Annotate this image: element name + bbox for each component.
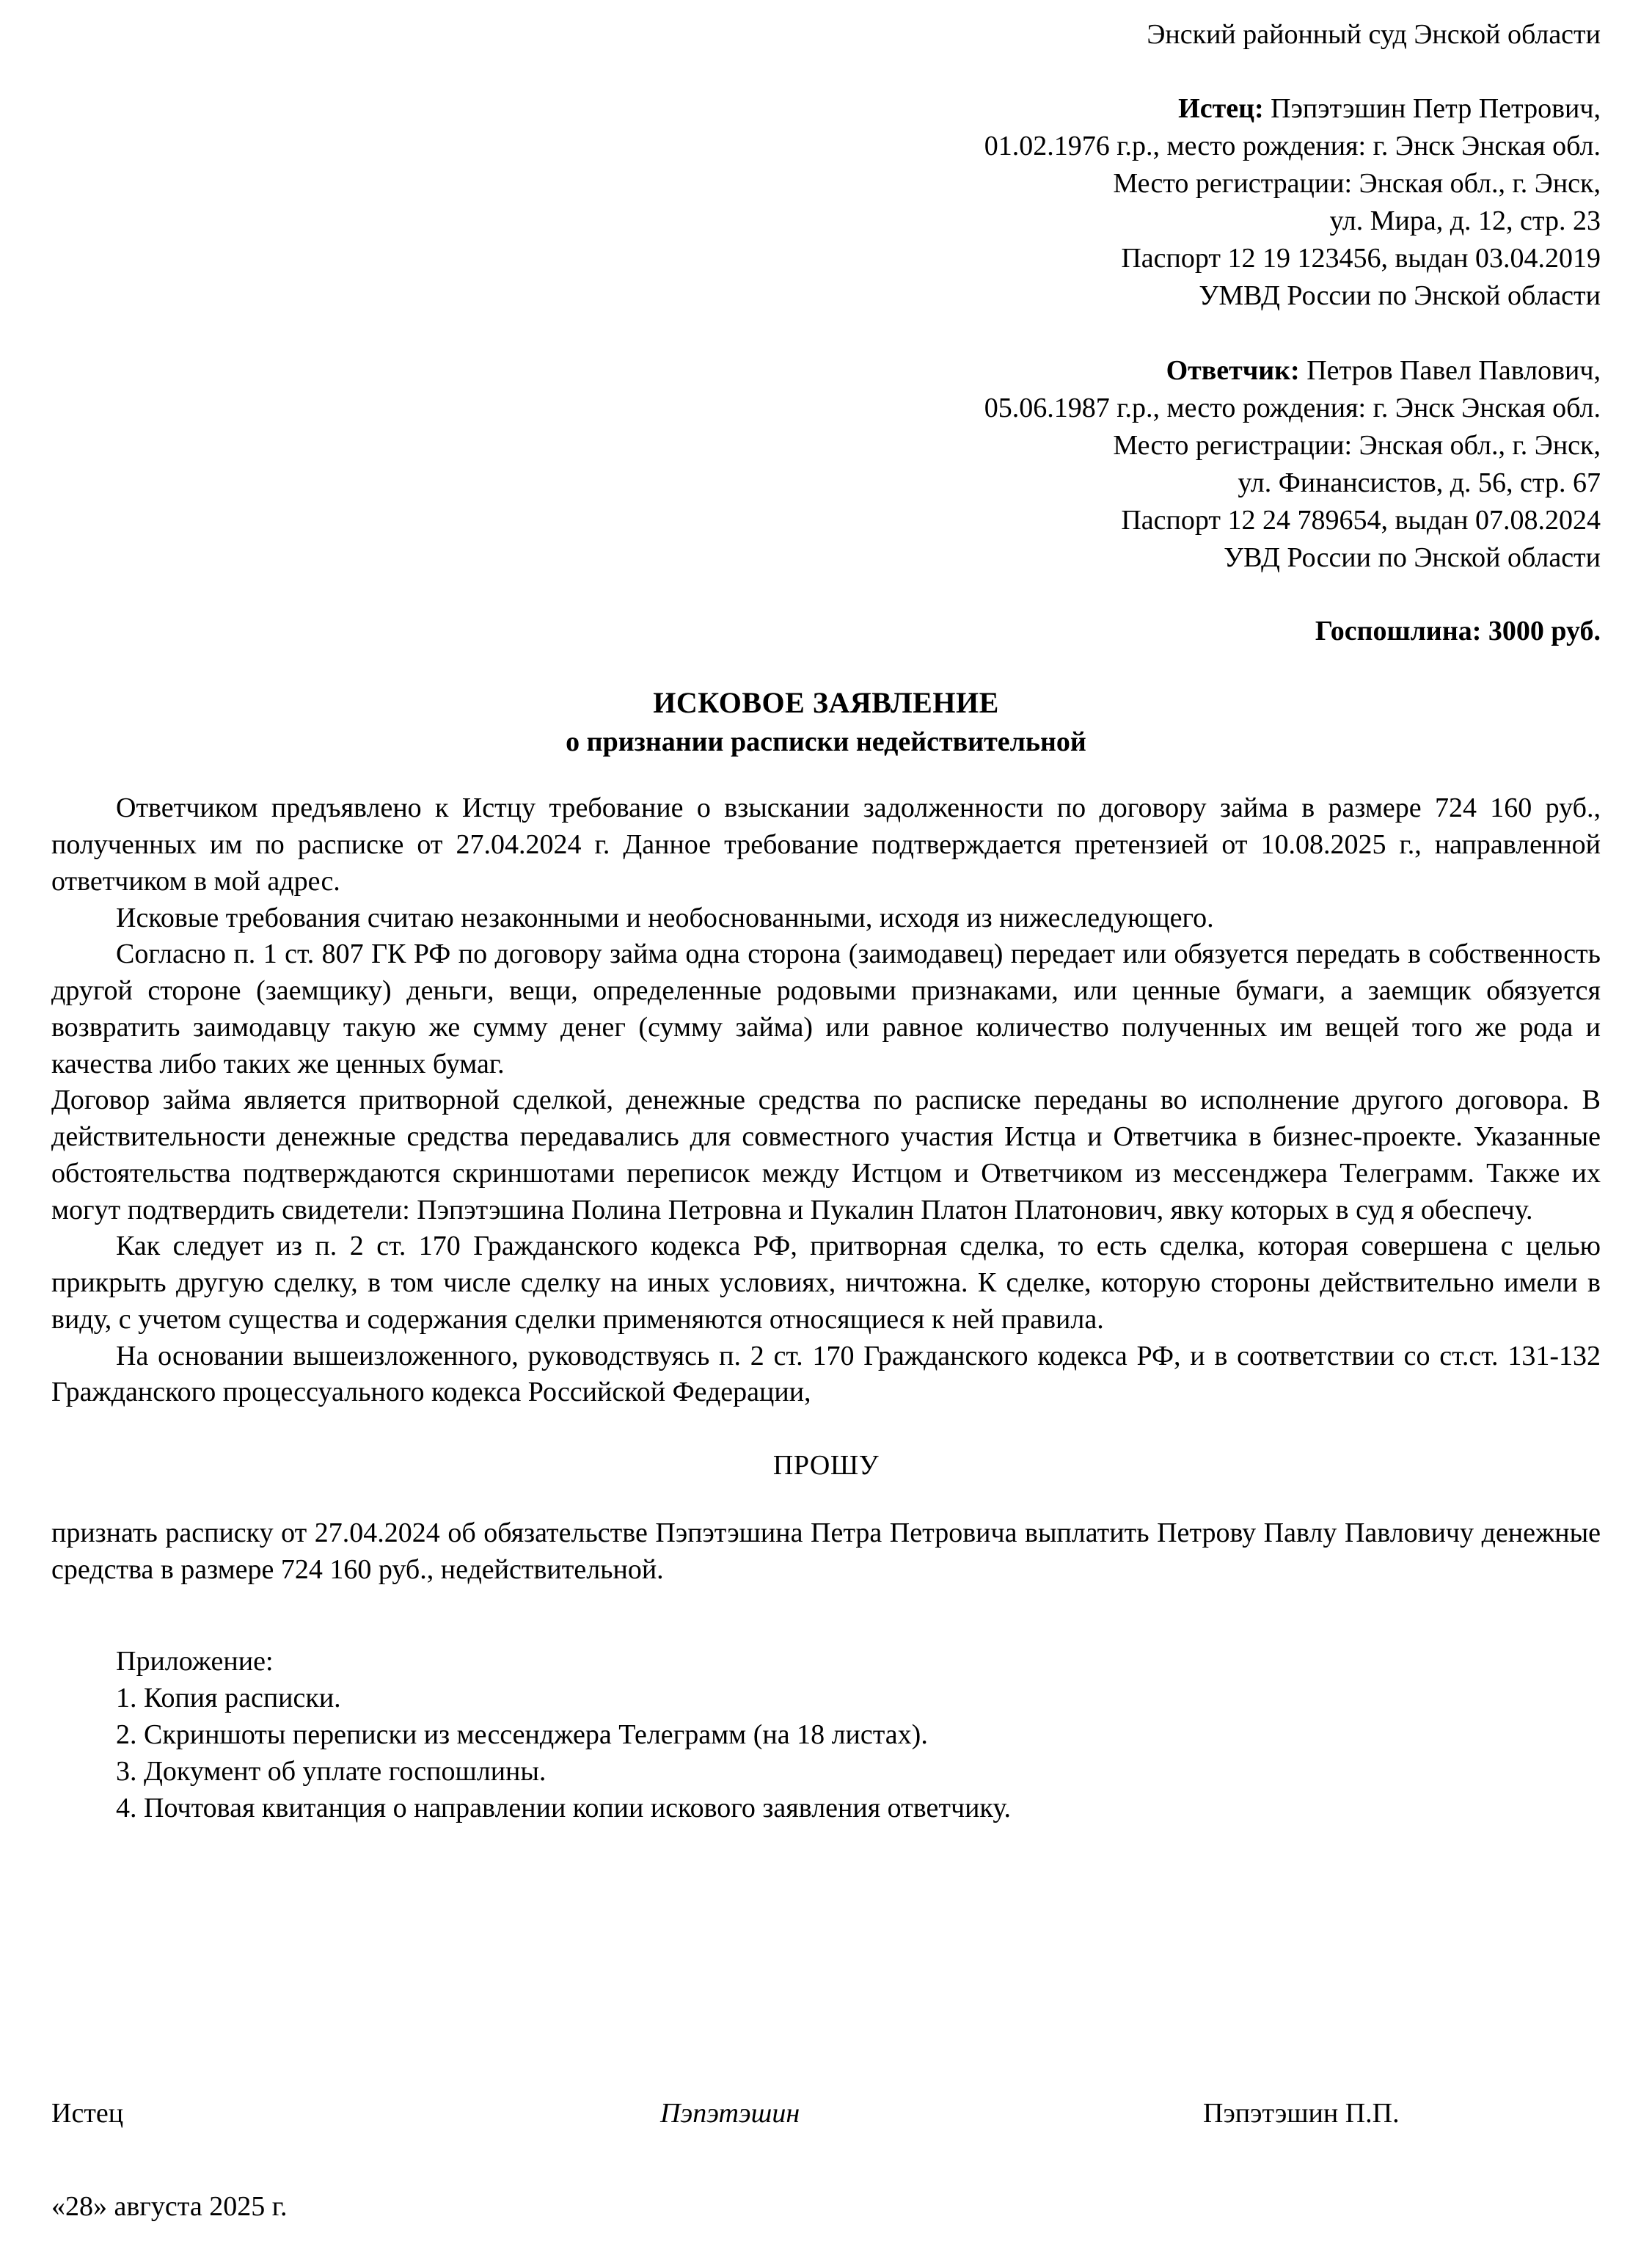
defendant-passport-line: Паспорт 12 24 789654, выдан 07.08.2024 <box>1121 505 1601 536</box>
plaintiff-block <box>51 90 1601 316</box>
defendant-registration-line: Место регистрации: Энская обл., г. Энск, <box>1113 429 1601 461</box>
plaintiff-name: Пэпэтэшин Петр Петрович, <box>1271 92 1601 124</box>
attachments-block <box>116 1643 1601 1827</box>
defendant-street-line: ул. Финансистов, д. 56, стр. 67 <box>1238 467 1601 498</box>
request-body <box>51 1515 1601 1589</box>
signature-row <box>51 2097 1601 2129</box>
signature-name: Пэпэтэшин П.П. <box>1203 2098 1400 2129</box>
signature-date: «28» августа 2025 г. <box>51 2191 288 2222</box>
list-item: 4. Почтовая квитанция о направлении копии искового заявления ответчику. <box>116 1793 1012 1824</box>
body-paragraph: Договор займа является притворной сделкой, денежные средства по расписке переданы во исполнение другого договора. В действительности денежные средства передавались для совместного участия Истца и Ответчика в бизнес-проекте. Указанные обстоятельства подтверждаются скриншотами переписок между Истцом и Ответчиком из мессенджера Телеграмм. Также их могут подтвердить свидетели: Пэпэтэшина Полина Петровна и Пукалин Платон Платонович, явку которых в суд я обеспечу. <box>51 1085 1601 1225</box>
request-heading: ПРОШУ <box>772 1450 880 1482</box>
plaintiff-registration-line: Место регистрации: Энская обл., г. Энск, <box>1113 168 1601 200</box>
plaintiff-label: Истец: <box>1178 92 1264 124</box>
plaintiff-passport-line: Паспорт 12 19 123456, выдан 03.04.2019 <box>1121 243 1601 274</box>
signature-handwriting: Пэпэтэшин <box>660 2098 800 2129</box>
state-fee-line: Госпошлина: 3000 руб. <box>1315 616 1601 647</box>
list-item: 2. Скриншоты переписки из мессенджера Телеграмм (на 18 листах). <box>116 1719 928 1751</box>
defendant-name: Петров Павел Павлович, <box>1306 354 1601 386</box>
signature-role: Истец <box>51 2098 124 2129</box>
plaintiff-birth-line: 01.02.1976 г.р., место рождения: г. Энск Энская обл. <box>984 131 1601 162</box>
body-text <box>51 790 1601 1411</box>
page-subtitle: о признании расписки недействительной <box>566 726 1086 758</box>
attachments-heading: Приложение: <box>116 1645 274 1677</box>
request-text: признать расписку от 27.04.2024 об обязательстве Пэпэтэшина Петра Петровича выплатить Петрову Павлу Павловичу денежные средства в размере 724 160 руб., недействительной. <box>51 1517 1601 1585</box>
plaintiff-street-line: ул. Мира, д. 12, стр. 23 <box>1329 205 1601 237</box>
list-item: 1. Копия расписки. <box>116 1682 341 1713</box>
defendant-authority-line: УВД России по Энской области <box>1224 542 1601 574</box>
defendant-name-line <box>51 352 1601 390</box>
list-item: 3. Документ об уплате госпошлины. <box>116 1756 547 1788</box>
body-paragraph: Ответчиком предъявлено к Истцу требование о взыскании задолженности по договору займа в размере 724 160 руб., полученных им по расписке от 27.04.2024 г. Данное требование подтверждается претензией от 10.08.2025 г., направленной ответчиком в мой адрес. <box>51 792 1601 897</box>
body-paragraph: Исковые требования считаю незаконными и необоснованными, исходя из нижеследующего. <box>116 902 1214 933</box>
defendant-birth-line: 05.06.1987 г.р., место рождения: г. Энск Энская обл. <box>984 392 1601 423</box>
court-name: Энский районный суд Энской области <box>1147 19 1601 50</box>
plaintiff-name-line <box>51 90 1601 128</box>
body-paragraph: Как следует из п. 2 ст. 170 Гражданского кодекса РФ, притворная сделка, то есть сделка, которая совершена с целью прикрыть другую сделку, в том числе сделку на иных условиях, ничтожна. К сделке, которую стороны действительно имели в виду, с учетом существа и содержания сделки применяются относящиеся к ней правила. <box>51 1231 1601 1335</box>
body-paragraph: На основании вышеизложенного, руководствуясь п. 2 ст. 170 Гражданского кодекса РФ, и в соответствии со ст.ст. 131-132 Гражданского процессуального кодекса Российской Федерации, <box>51 1340 1601 1408</box>
defendant-label: Ответчик: <box>1166 354 1300 386</box>
defendant-block <box>51 352 1601 577</box>
plaintiff-authority-line: УМВД России по Энской области <box>1199 280 1601 312</box>
page-title: ИСКОВОЕ ЗАЯВЛЕНИЕ <box>653 686 999 720</box>
body-paragraph: Согласно п. 1 ст. 807 ГК РФ по договору займа одна сторона (заимодавец) передает или обязуется передать в собственность другой стороне (заемщику) деньги, вещи, определенные родовыми признаками, или ценные бумаги, а заемщик обязуется возвратить заимодавцу такую же сумму денег (сумму займа) или равное количество полученных им вещей того же рода и качества либо таких же ценных бумаг. <box>51 939 1601 1079</box>
